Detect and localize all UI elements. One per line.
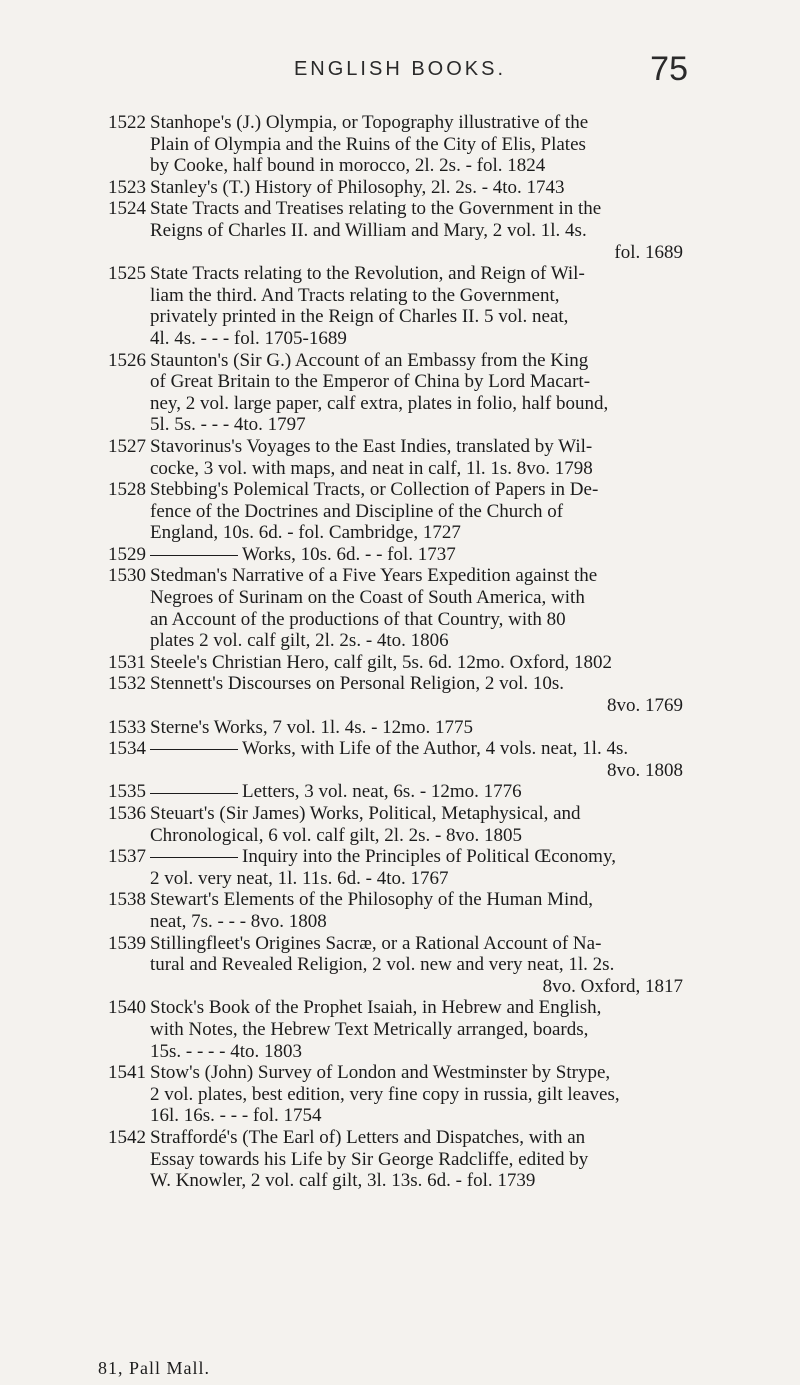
entry-line: State Tracts relating to the Revolution, and Reign of Wil-	[150, 263, 585, 285]
entry-line: Essay towards his Life by Sir George Radcliffe, edited by	[150, 1148, 589, 1170]
catalogue-entry	[108, 673, 683, 716]
entry-line: Plain of Olympia and the Ruins of the City of Elis, Plates	[150, 133, 586, 155]
entry-line	[150, 544, 683, 566]
entry-number: 1540	[108, 997, 146, 1019]
running-head	[0, 50, 800, 90]
catalogue-entry	[108, 846, 683, 889]
entry-line-text: Letters, 3 vol. neat, 6s. - 12mo. 1776	[242, 781, 522, 803]
entry-number: 1533	[108, 716, 146, 738]
entry-line: 8vo. 1808	[607, 759, 683, 781]
entry-line: Stedman's Narrative of a Five Years Expedition against the	[150, 565, 598, 587]
catalogue-entry	[108, 198, 683, 263]
entry-number: 1538	[108, 889, 146, 911]
catalogue-entry	[108, 717, 683, 739]
catalogue-entry	[108, 544, 683, 566]
entry-line: State Tracts and Treatises relating to the Government in the	[150, 198, 602, 220]
entry-number: 1526	[108, 349, 146, 371]
entry-number: 1527	[108, 435, 146, 457]
entry-line: Reigns of Charles II. and William and Mary, 2 vol. 1l. 4s.	[150, 219, 587, 241]
catalogue-entry	[108, 350, 683, 436]
entry-number: 1523	[108, 176, 146, 198]
entry-line: of Great Britain to the Emperor of China by Lord Macart-	[150, 371, 591, 393]
entry-line: Stanhope's (J.) Olympia, or Topography illustrative of the	[150, 112, 589, 133]
entry-number: 1539	[108, 932, 146, 954]
entry-line: an Account of the productions of that Country, with 80	[150, 608, 566, 630]
entry-line: Stillingfleet's Origines Sacræ, or a Rational Account of Na-	[150, 932, 602, 954]
entry-line: fol. 1689	[614, 241, 683, 263]
entry-line: Steele's Christian Hero, calf gilt, 5s. 6d. 12mo. Oxford, 1802	[150, 651, 612, 673]
entry-line	[150, 846, 683, 868]
catalogue-entry	[108, 781, 683, 803]
entry-line: Stanley's (T.) History of Philosophy, 2l. 2s. - 4to. 1743	[150, 176, 565, 198]
entry-line: Chronological, 6 vol. calf gilt, 2l. 2s. - 8vo. 1805	[150, 824, 523, 846]
entry-line: with Notes, the Hebrew Text Metrically arranged, boards,	[150, 1018, 589, 1040]
catalogue-entry	[108, 1062, 683, 1127]
entry-number: 1534	[108, 738, 146, 760]
entry-number: 1524	[108, 198, 146, 220]
entry-number: 1531	[108, 651, 146, 673]
entry-number: 1530	[108, 565, 146, 587]
entry-list	[108, 112, 683, 1192]
entry-line-text: Works, 10s. 6d. - - fol. 1737	[242, 543, 456, 565]
catalogue-entry	[108, 652, 683, 674]
entry-line: cocke, 3 vol. with maps, and neat in calf, 1l. 1s. 8vo. 1798	[150, 457, 593, 479]
entry-number: 1535	[108, 781, 146, 803]
entry-line: Stock's Book of the Prophet Isaiah, in Hebrew and English,	[150, 997, 602, 1019]
catalogue-entry	[108, 436, 683, 479]
entry-line: Stavorinus's Voyages to the East Indies, translated by Wil-	[150, 435, 593, 457]
catalogue-entry	[108, 479, 683, 544]
entry-line: W. Knowler, 2 vol. calf gilt, 3l. 13s. 6d. - fol. 1739	[150, 1170, 536, 1192]
page-number: 75	[650, 50, 688, 88]
catalogue-entry	[108, 803, 683, 846]
catalogue-entry	[108, 889, 683, 932]
entry-line: Stewart's Elements of the Philosophy of the Human Mind,	[150, 889, 594, 911]
entry-line-text: Inquiry into the Principles of Political Œconomy,	[242, 846, 616, 868]
entry-number: 1529	[108, 543, 146, 565]
entry-line	[150, 781, 683, 803]
running-head-title: ENGLISH BOOKS.	[293, 58, 507, 80]
entry-line: Steuart's (Sir James) Works, Political, Metaphysical, and	[150, 803, 581, 824]
entry-number: 1537	[108, 846, 146, 868]
entry-line: Stow's (John) Survey of London and Westminster by Strype,	[150, 1062, 611, 1084]
ditto-rule	[150, 793, 238, 794]
entry-line: Straffordé's (The Earl of) Letters and Dispatches, with an	[150, 1126, 586, 1148]
entry-line: 8vo. 1769	[607, 695, 683, 717]
catalogue-entry	[108, 177, 683, 199]
ditto-rule	[150, 857, 238, 858]
entry-line: plates 2 vol. calf gilt, 2l. 2s. - 4to. 1806	[150, 630, 449, 652]
catalogue-entry	[108, 1127, 683, 1192]
catalogue-entry	[108, 565, 683, 651]
entry-number: 1541	[108, 1062, 146, 1084]
entry-line: liam the third. And Tracts relating to the Government,	[150, 284, 560, 306]
entry-line: Sterne's Works, 7 vol. 1l. 4s. - 12mo. 1775	[150, 716, 473, 738]
entry-line: 2 vol. very neat, 1l. 11s. 6d. - 4to. 1767	[150, 867, 449, 889]
catalogue-entry	[108, 738, 683, 781]
entry-line: tural and Revealed Religion, 2 vol. new and very neat, 1l. 2s.	[150, 954, 615, 976]
entry-number: 1536	[108, 803, 146, 824]
entry-line: England, 10s. 6d. - fol. Cambridge, 1727	[150, 522, 461, 544]
entry-number: 1542	[108, 1126, 146, 1148]
entry-line: by Cooke, half bound in morocco, 2l. 2s. - fol. 1824	[150, 155, 546, 177]
entry-number: 1528	[108, 479, 146, 501]
entry-number: 1532	[108, 673, 146, 695]
publisher-imprint: 81, Pall Mall.	[98, 1358, 210, 1378]
ditto-rule	[150, 749, 238, 750]
catalogue-entry	[108, 263, 683, 349]
entry-line: privately printed in the Reign of Charles II. 5 vol. neat,	[150, 306, 569, 328]
entry-line	[150, 738, 683, 760]
entry-line: Staunton's (Sir G.) Account of an Embassy from the King	[150, 349, 589, 371]
entry-line: 4l. 4s. - - - fol. 1705-1689	[150, 327, 347, 349]
ditto-rule	[150, 555, 238, 556]
entry-line: fence of the Doctrines and Discipline of the Church of	[150, 500, 564, 522]
entry-line: Negroes of Surinam on the Coast of South America, with	[150, 587, 585, 609]
entry-line: Stebbing's Polemical Tracts, or Collection of Papers in De-	[150, 479, 599, 501]
entry-line-text: Works, with Life of the Author, 4 vols. neat, 1l. 4s.	[242, 738, 629, 760]
catalogue-entry	[108, 997, 683, 1062]
entry-line: 5l. 5s. - - - 4to. 1797	[150, 414, 306, 436]
catalogue-entry	[108, 933, 683, 998]
entry-line: 16l. 16s. - - - fol. 1754	[150, 1105, 322, 1127]
entry-line: Stennett's Discourses on Personal Religion, 2 vol. 10s.	[150, 673, 565, 695]
entry-line: ney, 2 vol. large paper, calf extra, plates in folio, half bound,	[150, 392, 609, 414]
entry-number: 1525	[108, 263, 146, 285]
entry-line: 8vo. Oxford, 1817	[542, 975, 683, 997]
entry-line: 15s. - - - - 4to. 1803	[150, 1040, 302, 1062]
catalogue-entry	[108, 112, 683, 177]
entry-line: neat, 7s. - - - 8vo. 1808	[150, 910, 327, 932]
entry-line: 2 vol. plates, best edition, very fine copy in russia, gilt leaves,	[150, 1083, 620, 1105]
entry-number: 1522	[108, 112, 146, 133]
